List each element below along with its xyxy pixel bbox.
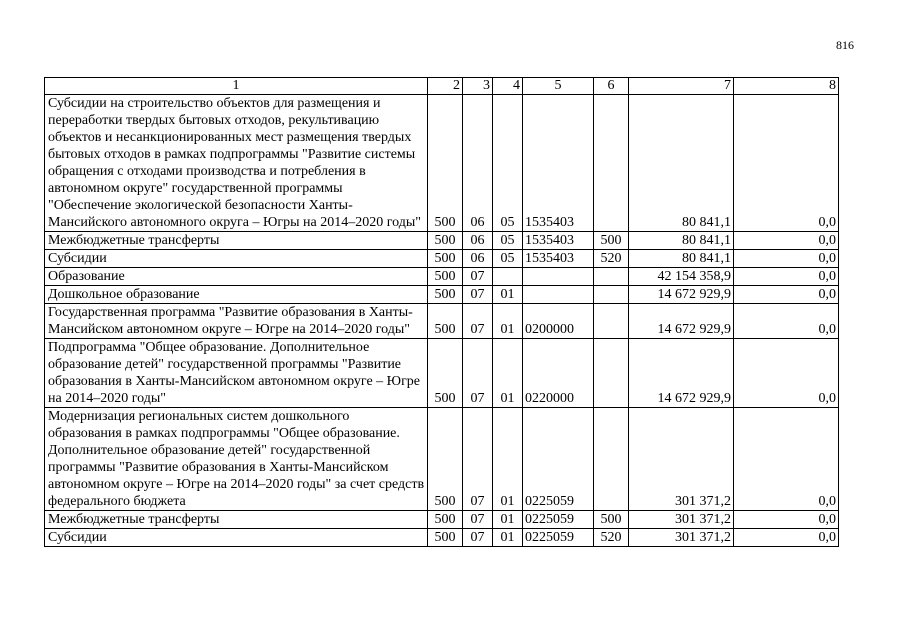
cell-col-8: 0,0 [734,304,839,339]
cell-col-3: 07 [463,268,493,286]
cell-col-3: 07 [463,304,493,339]
cell-col-6 [594,408,629,511]
item-name: Субсидии на строительство объектов для размещения и переработки твердых бытовых отходов, рекультивацию объектов и несанкционированных мест размещения твердых бытовых отходов в рамках подпрограммы "Развитие системы обращения с отходами производства и потребления в автономном округе" государственной программы "Обеспечение экологической безопасности Ханты-Мансийского автономного округа – Югры на 2014–2020 годы" [45,95,428,232]
cell-col-5 [523,286,594,304]
column-header-8: 8 [734,78,839,95]
column-header-2: 2 [428,78,463,95]
cell-col-2: 500 [428,511,463,529]
budget-table [44,77,839,547]
cell-col-8: 0,0 [734,95,839,232]
cell-col-5: 0225059 [523,529,594,547]
cell-col-5: 1535403 [523,95,594,232]
item-name: Образование [45,268,428,286]
cell-col-4: 01 [493,511,523,529]
item-name: Модернизация региональных систем дошкольного образования в рамках подпрограммы "Общее образование. Дополнительное образование детей" государственной программы "Развитие образования в Ханты-Мансийском автономном округе – Югре на 2014–2020 годы" за счет средств федерального бюджета [45,408,428,511]
cell-col-3: 07 [463,511,493,529]
cell-col-6 [594,304,629,339]
column-header-4: 4 [493,78,523,95]
item-name: Дошкольное образование [45,286,428,304]
cell-col-8: 0,0 [734,268,839,286]
cell-col-6 [594,286,629,304]
table-row [45,268,839,286]
cell-col-2: 500 [428,286,463,304]
cell-col-7: 301 371,2 [629,408,734,511]
cell-col-4: 01 [493,339,523,408]
item-name: Субсидии [45,529,428,547]
table-row [45,304,839,339]
cell-col-8: 0,0 [734,339,839,408]
cell-col-2: 500 [428,95,463,232]
table-row [45,339,839,408]
cell-col-5: 0200000 [523,304,594,339]
cell-col-6: 520 [594,250,629,268]
table-row [45,529,839,547]
table-row [45,95,839,232]
cell-col-4: 01 [493,304,523,339]
cell-col-8: 0,0 [734,511,839,529]
cell-col-7: 301 371,2 [629,511,734,529]
cell-col-3: 07 [463,529,493,547]
cell-col-6: 520 [594,529,629,547]
cell-col-6 [594,339,629,408]
cell-col-8: 0,0 [734,286,839,304]
cell-col-4: 01 [493,408,523,511]
cell-col-7: 14 672 929,9 [629,286,734,304]
cell-col-7: 80 841,1 [629,250,734,268]
column-header-6: 6 [594,78,629,95]
cell-col-6: 500 [594,232,629,250]
page-number: 816 [836,38,854,52]
cell-col-6 [594,95,629,232]
cell-col-4: 01 [493,529,523,547]
cell-col-3: 06 [463,232,493,250]
cell-col-8: 0,0 [734,232,839,250]
column-header-3: 3 [463,78,493,95]
cell-col-7: 42 154 358,9 [629,268,734,286]
cell-col-2: 500 [428,339,463,408]
table-row [45,286,839,304]
cell-col-7: 14 672 929,9 [629,339,734,408]
cell-col-5: 1535403 [523,250,594,268]
table-row [45,232,839,250]
cell-col-6 [594,268,629,286]
cell-col-7: 80 841,1 [629,232,734,250]
item-name: Межбюджетные трансферты [45,511,428,529]
table-row [45,408,839,511]
cell-col-6: 500 [594,511,629,529]
cell-col-2: 500 [428,268,463,286]
item-name: Подпрограмма "Общее образование. Дополнительное образование детей" государственной программы "Развитие образования в Ханты-Мансийском автономном округе – Югре на 2014–2020 годы" [45,339,428,408]
item-name: Межбюджетные трансферты [45,232,428,250]
cell-col-5: 1535403 [523,232,594,250]
cell-col-8: 0,0 [734,529,839,547]
cell-col-3: 07 [463,339,493,408]
cell-col-7: 14 672 929,9 [629,304,734,339]
cell-col-2: 500 [428,408,463,511]
cell-col-8: 0,0 [734,250,839,268]
cell-col-4: 01 [493,286,523,304]
table-row [45,250,839,268]
cell-col-3: 07 [463,286,493,304]
cell-col-2: 500 [428,232,463,250]
cell-col-4: 05 [493,232,523,250]
cell-col-3: 07 [463,408,493,511]
table-row [45,511,839,529]
cell-col-7: 80 841,1 [629,95,734,232]
item-name: Субсидии [45,250,428,268]
cell-col-2: 500 [428,250,463,268]
cell-col-3: 06 [463,95,493,232]
cell-col-5: 0220000 [523,339,594,408]
cell-col-4: 05 [493,250,523,268]
cell-col-3: 06 [463,250,493,268]
cell-col-7: 301 371,2 [629,529,734,547]
cell-col-2: 500 [428,529,463,547]
cell-col-4 [493,268,523,286]
column-header-1: 1 [45,78,428,95]
cell-col-4: 05 [493,95,523,232]
cell-col-2: 500 [428,304,463,339]
column-header-7: 7 [629,78,734,95]
cell-col-5: 0225059 [523,408,594,511]
column-header-5: 5 [523,78,594,95]
cell-col-5 [523,268,594,286]
cell-col-8: 0,0 [734,408,839,511]
cell-col-5: 0225059 [523,511,594,529]
header-row [45,78,839,95]
item-name: Государственная программа "Развитие образования в Ханты-Мансийском автономном округе – Югре на 2014–2020 годы" [45,304,428,339]
